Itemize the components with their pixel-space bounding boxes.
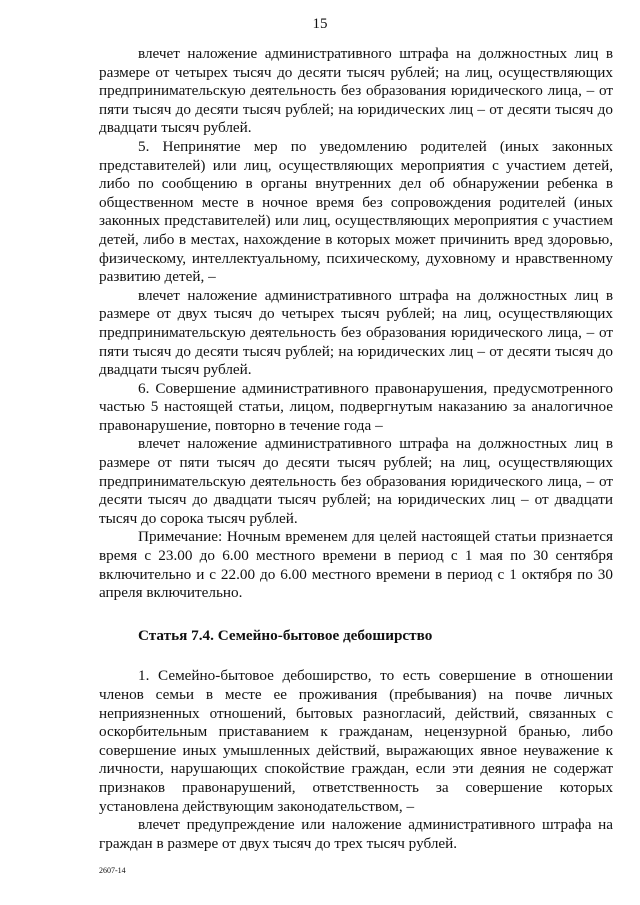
paragraph: 1. Семейно-бытовое дебоширство, то есть совершение в отношении членов семьи в месте ее проживания (пребывания) на почве личных неприязненных отношений, бытовых разногласий, действий, связанных с оскорбительным приставанием к гражданам, нецензурной бранью, либо совершение иных умышленных действий, выражающих явное неуважение к личности, нарушающих спокойствие граждан, если эти деяния не содержат признаков правонарушений, ответственность за совершение которых установлена действующим законодательством, – <box>99 667 613 815</box>
document-code: 2607-14 <box>99 866 126 875</box>
paragraph: влечет наложение административного штрафа на должностных лиц в размере от двух тысяч до четырех тысяч рублей; на лиц, осуществляющих предпринимательскую деятельность без образования юридического лица, – от пяти тысяч до десяти тысяч рублей; на юридических лиц – от десяти тысяч до двадцати тысяч рублей. <box>99 286 613 379</box>
page-number: 15 <box>312 16 328 32</box>
paragraph: 5. Непринятие мер по уведомлению родителей (иных законных представителей) или лиц, осуществляющих мероприятия с участием детей, либо по сообщению в органы внутренних дел об обнаружении ребенка в общественном месте в ночное время без сопровождения родителей (иных законных представителей) или лиц, осуществляющих мероприятия с участием детей, либо в местах, нахождение в которых может причинить вред здоровью, физическому, интеллектуальному, психическому, духовному и нравственному развитию детей, – <box>99 137 613 286</box>
paragraph: 6. Совершение административного правонарушения, предусмотренного частью 5 настоящей статьи, лицом, подвергнутым наказанию за аналогичное правонарушение, повторно в течение года – <box>99 379 613 434</box>
paragraph: влечет предупреждение или наложение административного штрафа на граждан в размере от двух тысяч до трех тысяч рублей. <box>99 816 613 852</box>
article-heading: Статья 7.4. Семейно-бытовое дебоширство <box>138 626 433 644</box>
paragraph: влечет наложение административного штрафа на должностных лиц в размере от четырех тысяч до десяти тысяч рублей; на лиц, осуществляющих предпринимательскую деятельность без образования юридического лица, – от пяти тысяч до десяти тысяч рублей; на юридических лиц – от десяти тысяч до двадцати тысяч рублей. <box>99 45 613 137</box>
note-paragraph: Примечание: Ночным временем для целей настоящей статьи признается время с 23.00 до 6.00 местного времени в период с 1 мая по 30 сентября включительно и с 22.00 до 6.00 местного времени в период с 1 октября по 30 апреля включительно. <box>99 528 613 602</box>
paragraph: влечет наложение административного штрафа на должностных лиц в размере от пяти тысяч до десяти тысяч рублей; на лиц, осуществляющих предпринимательскую деятельность без образования юридического лица, – от десяти тысяч до двадцати тысяч рублей; на юридических лиц – от двадцати тысяч до сорока тысяч рублей. <box>99 435 613 527</box>
document-body <box>99 45 613 853</box>
